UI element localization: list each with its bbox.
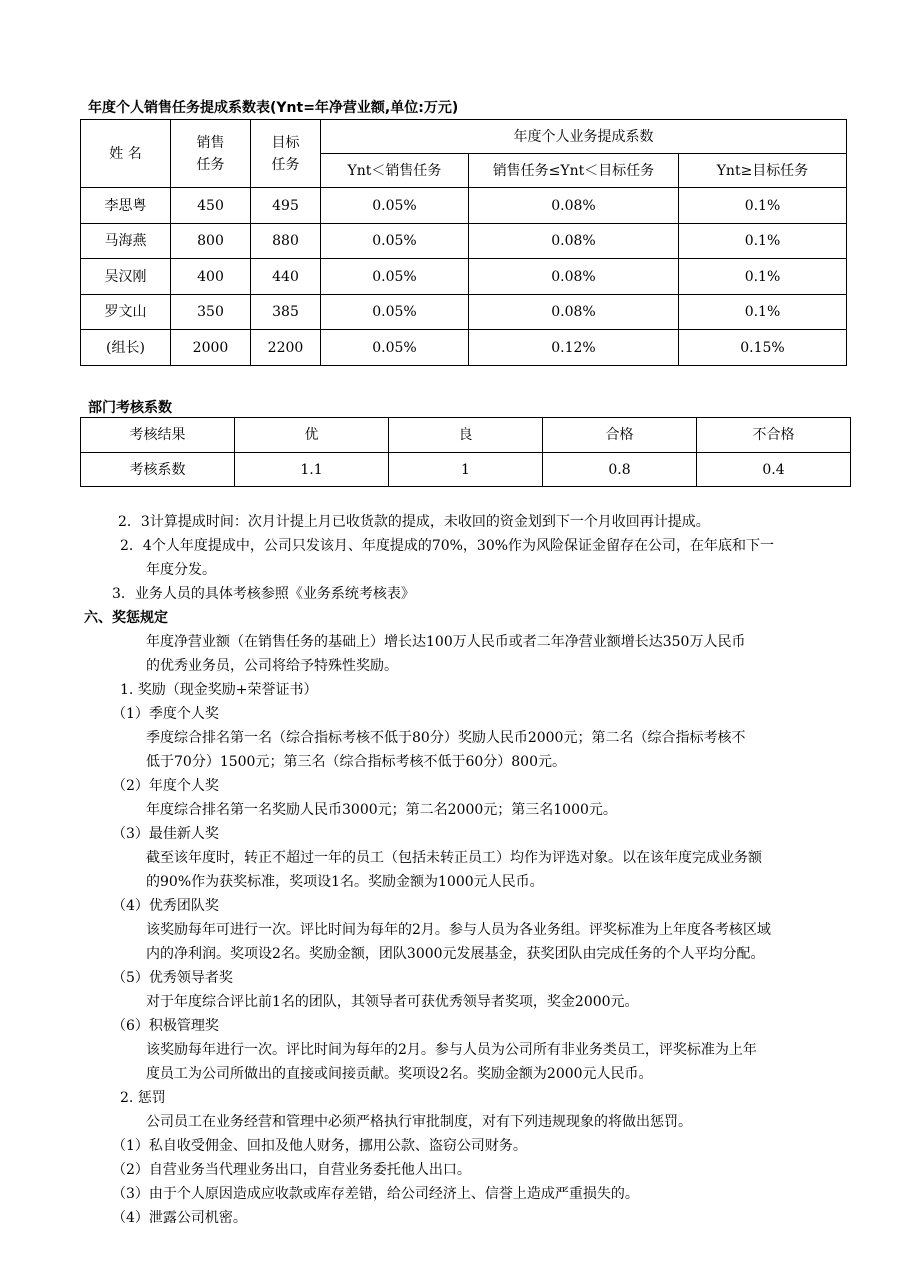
subheader-below-sales: Ynt＜销售任务 — [321, 154, 469, 188]
reward-6-heading: （6）积极管理奖 — [112, 1018, 219, 1034]
subheader-above-target: Ynt≥目标任务 — [679, 154, 847, 188]
penalty-2: （2）自营业务当代理业务出口，自营业务委托他人出口。 — [112, 1162, 471, 1178]
cell-sales: 450 — [171, 188, 251, 224]
cell-c1: 0.05% — [321, 259, 469, 295]
cell-name: 马海燕 — [81, 224, 171, 259]
cell-sales: 350 — [171, 295, 251, 330]
cell-pass: 合格 — [543, 418, 697, 453]
cell-fail: 不合格 — [697, 418, 851, 453]
cell-name: 罗文山 — [81, 295, 171, 330]
para-2-4-line1: 2．4个人年度提成中，公司只发该月、年度提成的70%，30%作为风险保证金留存在公司，在年底和下一 — [120, 538, 775, 554]
penalty-4: （4）泄露公司机密。 — [112, 1210, 247, 1226]
cell-sales: 2000 — [171, 330, 251, 366]
item-penalty-heading: 2. 惩罚 — [120, 1090, 166, 1106]
section-heading-6: 六、奖惩规定 — [84, 610, 168, 626]
cell-coef-pass: 0.8 — [543, 453, 697, 487]
table-row — [81, 453, 851, 487]
header-name: 姓 名 — [81, 120, 171, 188]
cell-c2: 0.12% — [469, 330, 679, 366]
cell-c1: 0.05% — [321, 224, 469, 259]
reward-6-text-line2: 度员工为公司所做出的直接或间接贡献。奖项设2名。奖励金额为2000元人民币。 — [146, 1066, 653, 1082]
table-row — [81, 330, 847, 366]
reward-3-text-line1: 截至该年度时，转正不超过一年的员工（包括未转正员工）均作为评选对象。以在该年度完成业务额 — [146, 850, 762, 866]
table-row — [81, 224, 847, 259]
cell-c3: 0.1% — [679, 295, 847, 330]
reward-1-heading: （1）季度个人奖 — [112, 706, 219, 722]
penalty-1: （1）私自收受佣金、回扣及他人财务，挪用公款、盗窃公司财务。 — [112, 1138, 527, 1154]
header-sales-task — [171, 120, 251, 188]
cell-coef-excellent: 1.1 — [235, 453, 389, 487]
reward-5-text: 对于年度综合评比前1名的团队，其领导者可获优秀领导者奖项，奖金2000元。 — [146, 994, 639, 1010]
cell-c2: 0.08% — [469, 295, 679, 330]
cell-excellent: 优 — [235, 418, 389, 453]
para-3: 3．业务人员的具体考核参照《业务系统考核表》 — [112, 586, 415, 602]
item-reward-heading: 1. 奖励（现金奖励+荣誉证书） — [120, 682, 318, 698]
header-target-task — [251, 120, 321, 188]
reward-2-text: 年度综合排名第一名奖励人民币3000元；第二名2000元；第三名1000元。 — [146, 802, 617, 818]
reward-4-heading: （4）优秀团队奖 — [112, 898, 219, 914]
table-row — [81, 259, 847, 295]
cell-c1: 0.05% — [321, 330, 469, 366]
penalty-intro: 公司员工在业务经营和管理中必须严格执行审批制度，对有下列违规现象的将做出惩罚。 — [146, 1114, 692, 1130]
cell-result-label: 考核结果 — [81, 418, 235, 453]
reward-4-text-line2: 内的净利润。奖项设2名。奖励金额，团队3000元发展基金，获奖团队由完成任务的个人平均分配。 — [146, 946, 765, 962]
cell-c3: 0.1% — [679, 224, 847, 259]
cell-target: 880 — [251, 224, 321, 259]
reward-3-heading: （3）最佳新人奖 — [112, 826, 219, 842]
department-assessment-table — [80, 417, 851, 487]
cell-c2: 0.08% — [469, 224, 679, 259]
header-sales-line2: 任务 — [196, 156, 225, 173]
reward-4-text-line1: 该奖励每年可进行一次。评比时间为每年的2月。参与人员为各业务组。评奖标准为上年度各考核区域 — [146, 922, 771, 938]
cell-c2: 0.08% — [469, 259, 679, 295]
cell-c1: 0.05% — [321, 188, 469, 224]
header-target-line2: 任务 — [271, 156, 300, 173]
cell-target: 440 — [251, 259, 321, 295]
cell-c3: 0.1% — [679, 259, 847, 295]
table1-title: 年度个人销售任务提成系数表(Ynt=年净营业额,单位:万元) — [88, 100, 459, 116]
table-row — [81, 418, 851, 453]
para-2-4-line2: 年度分发。 — [146, 562, 216, 578]
penalty-3: （3）由于个人原因造成应收款或库存差错，给公司经济上、信誉上造成严重损失的。 — [112, 1186, 639, 1202]
cell-c3: 0.15% — [679, 330, 847, 366]
cell-target: 385 — [251, 295, 321, 330]
cell-c3: 0.1% — [679, 188, 847, 224]
reward-2-heading: （2）年度个人奖 — [112, 778, 219, 794]
subheader-between: 销售任务≤Ynt＜目标任务 — [469, 154, 679, 188]
para-intro-line1: 年度净营业额（在销售任务的基础上）增长达100万人民币或者二年净营业额增长达350万人民币 — [146, 634, 746, 650]
cell-sales: 400 — [171, 259, 251, 295]
cell-name: 李思粤 — [81, 188, 171, 224]
reward-1-text-line1: 季度综合排名第一名（综合指标考核不低于80分）奖励人民币2000元；第二名（综合指标考核不 — [146, 730, 746, 746]
reward-5-heading: （5）优秀领导者奖 — [112, 970, 233, 986]
cell-c2: 0.08% — [469, 188, 679, 224]
table-row — [81, 188, 847, 224]
cell-coef-label: 考核系数 — [81, 453, 235, 487]
reward-1-text-line2: 低于70分）1500元；第三名（综合指标考核不低于60分）800元。 — [146, 754, 566, 770]
cell-coef-fail: 0.4 — [697, 453, 851, 487]
header-sales-line1: 销售 — [196, 134, 225, 151]
reward-3-text-line2: 的90%作为获奖标准，奖项设1名。奖励金额为1000元人民币。 — [146, 874, 544, 890]
cell-coef-good: 1 — [389, 453, 543, 487]
reward-6-text-line1: 该奖励每年进行一次。评比时间为每年的2月。参与人员为公司所有非业务类员工，评奖标准为上年 — [146, 1042, 757, 1058]
header-target-line1: 目标 — [271, 134, 300, 151]
commission-table — [80, 119, 847, 366]
cell-name: (组长) — [81, 330, 171, 366]
para-intro-line2: 的优秀业务员，公司将给予特殊性奖励。 — [146, 658, 398, 674]
table2-title: 部门考核系数 — [88, 400, 172, 416]
cell-good: 良 — [389, 418, 543, 453]
cell-name: 吴汉刚 — [81, 259, 171, 295]
cell-c1: 0.05% — [321, 295, 469, 330]
cell-target: 495 — [251, 188, 321, 224]
cell-target: 2200 — [251, 330, 321, 366]
para-2-3: 2．3计算提成时间：次月计提上月已收货款的提成，未收回的资金划到下一个月收回再计提成。 — [118, 514, 710, 530]
header-commission-group: 年度个人业务提成系数 — [321, 120, 847, 154]
cell-sales: 800 — [171, 224, 251, 259]
table-row — [81, 295, 847, 330]
